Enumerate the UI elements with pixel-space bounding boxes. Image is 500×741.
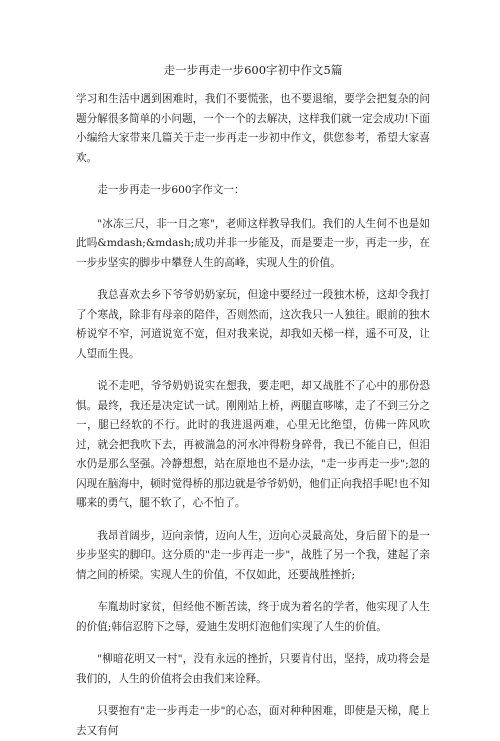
body-paragraph-7: 只要抱有"走一步再走一步"的心态，面对种种困难，即使是天梯，爬上去又有何 bbox=[76, 705, 430, 737]
body-paragraph-1: "冰冻三尺，非一日之寒"，老师这样教导我们。我们的人生何不也是如此吗&mdash;&mdash;成功并非一步能及，而是要走一步，再走一步，在一步步坚实的脚步中攀登人生的高峰，实现人生的价值。 bbox=[76, 217, 430, 269]
intro-paragraph: 学习和生活中遇到困难时，我们不要慌张，也不要退缩，要学会把复杂的问题分解很多简单的小问题，一个一个的去解决，这样我们就一定会成功!下面小编给大家带来几篇关于走一步再走一步初中作文，供您参考，希望大家喜欢。 bbox=[76, 93, 430, 164]
body-paragraph-2: 我总喜欢去乡下爷爷奶奶家玩，但途中要经过一段独木桥，这却令我打了个寒战，除非有母亲的陪伴，否则然而，这次我只一人独往。眼前的独木桥说窄不窄，河道说宽不宽，但对我来说，却我如天梯一样，遥不可及，让人望而生畏。 bbox=[76, 289, 430, 360]
body-paragraph-5: 车胤劫时家贫，但经他不断苦读，终于成为着名的学者，他实现了人生的价值;韩信忍胯下之辱，爱迪生发明灯泡他们实现了人生的价值。 bbox=[76, 601, 430, 633]
body-paragraph-6: "柳暗花明又一村"，没有永远的挫折，只要肯付出，坚持，成功将会是我们的，人生的价值将会由我们来诠释。 bbox=[76, 653, 430, 685]
body-paragraph-3: 说不走吧，爷爷奶奶说实在想我，要走吧，却又战胜不了心中的那份恐惧。最终，我还是决定试一试。刚刚站上桥，两腿直哆嗦，走了不到三分之一，腿已经软的不行。此时的我进退两难，心里无比绝望，仿佛一阵风吹过，就会把我吹下去，再被湍急的河水冲得粉身碎骨，我已不能自已，但泪水仍是那么坚强。冷静想想，站在原地也不是办法，"走一步再走一步";忽的闪现在脑海中，顿时觉得桥的那边就是爷爷奶奶，他们正向我招手呢!也不知哪来的勇气，腿不软了，心不怕了。 bbox=[76, 380, 430, 509]
document-title: 走一步再走一步600字初中作文5篇 bbox=[163, 63, 343, 77]
body-paragraph-4: 我昂首阔步，迈向亲情，迈向人生，迈向心灵最高处，身后留下的是一步步坚实的脚印。这分质的"走一步再走一步"，战胜了另一个我，建起了亲情之间的桥梁。实现人生的价值，不仅如此，还要战胜挫折; bbox=[76, 529, 430, 581]
essay-heading: 走一步再走一步600字作文一： bbox=[97, 184, 245, 196]
